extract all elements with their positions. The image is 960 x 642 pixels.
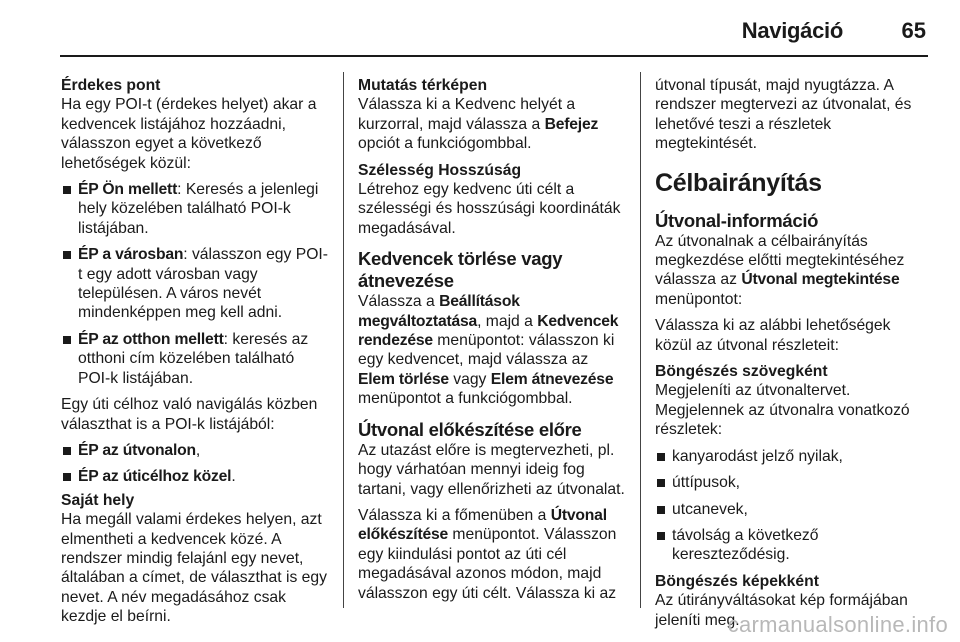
route-plan-text-1: Az utazást előre is megtervezheti, pl. hogy várhatóan mennyi ideig fog tartani, vagy ellenőrizheti az útvonalat. bbox=[358, 441, 625, 498]
route-details-list bbox=[655, 447, 930, 565]
latlon-title: Szélesség Hosszúság bbox=[358, 161, 522, 179]
favorites-heading: Kedvencek törlése vagy átnevezése bbox=[358, 248, 563, 292]
column-3 bbox=[655, 76, 930, 637]
browse-images-text: Az útirányváltásokat kép formájában jeleníti meg. bbox=[655, 592, 908, 629]
list-item: kanyarodást jelző nyilak, bbox=[655, 447, 930, 466]
column-1 bbox=[61, 76, 329, 634]
list-item: utcanevek, bbox=[655, 500, 930, 519]
list-item: úttípusok, bbox=[655, 473, 930, 492]
column-divider-2 bbox=[640, 72, 641, 608]
column-divider-1 bbox=[343, 72, 344, 608]
route-plan-text-2: Válassza ki a főmenüben a Útvonal előkészítése menüpontot. Válasszon egy kiindulási pontot az úti cél megadásával azonos módon, majd válasszon egy úti célt. Válassza ki az bbox=[358, 506, 617, 602]
route-info-text-2: Válassza ki az alábbi lehetőségek közül az útvonal részleteit: bbox=[655, 317, 891, 354]
own-place-text: Ha megáll valami érdekes helyen, azt elmentheti a kedvencek közé. A rendszer mindig felajánl egy nevet, általában a címet, de választhat is egy nevet. A név megadásához csak kezdje el beírni. bbox=[61, 511, 327, 626]
poi-options-list bbox=[61, 180, 329, 388]
chapter-heading: Célbairányítás bbox=[655, 168, 822, 197]
section-title: Navigáció bbox=[741, 18, 843, 43]
browse-text-p2: Megjelennek az útvonalra vonatkozó részletek: bbox=[655, 401, 910, 439]
route-options-list bbox=[61, 441, 329, 487]
continued-text: útvonal típusát, majd nyugtázza. A rendszer megtervezi az útvonalat, és lehetővé teszi a részletek megtekintését. bbox=[655, 77, 912, 153]
route-info-text: Az útvonalnak a célbairányítás megkezdése előtti megtekintéséhez válassza az Útvonal megtekintése menüpontot: bbox=[655, 232, 905, 308]
browse-text-title: Böngészés szövegként bbox=[655, 363, 828, 381]
list-item: ÉP az otthon mellett: keresés az otthoni cím közelében található POI-k listájában. bbox=[61, 330, 329, 388]
page-number: 65 bbox=[901, 18, 926, 43]
route-intro: Egy úti célhoz való navigálás közben választhat is a POI-k listájából: bbox=[61, 396, 318, 433]
list-item: ÉP a városban: válasszon egy POI-t egy adott városban vagy településen. A város nevét mindenképpen meg kell adni. bbox=[61, 245, 329, 323]
poi-title: Érdekes pont bbox=[61, 77, 161, 94]
column-2 bbox=[358, 76, 628, 610]
page-header bbox=[60, 14, 928, 52]
route-info-heading: Útvonal-információ bbox=[655, 209, 819, 231]
list-item: ÉP Ön mellett: Keresés a jelenlegi hely közelében található POI-k listájában. bbox=[61, 180, 329, 238]
watermark: carmanualsonline.info bbox=[727, 612, 948, 637]
map-title: Mutatás térképen bbox=[358, 77, 488, 94]
own-place-title: Saját hely bbox=[61, 491, 135, 509]
poi-intro: Ha egy POI-t (érdekes helyet) akar a kedvencek listájához hozzáadni, válasszon egyet a következő lehetőségek közül: bbox=[61, 96, 317, 172]
browse-text-p1: Megjeleníti az útvonaltervet. bbox=[655, 382, 851, 400]
route-plan-heading: Útvonal előkészítése előre bbox=[358, 418, 582, 440]
latlon-text: Létrehoz egy kedvenc úti célt a szélességi és hosszúsági koordináták megadásával. bbox=[358, 181, 621, 237]
map-text: Válassza ki a Kedvenc helyét a kurzorral, majd válassza a Befejez opciót a funkciógombbal. bbox=[358, 96, 599, 153]
favorites-text: Válassza a Beállítások megváltoztatása, majd a Kedvencek rendezése menüpontot: válasszon ki egy kedvencet, majd válassza az Elem törlése vagy Elem átnevezése menüpontot a funkciógombbal. bbox=[358, 293, 619, 408]
header-rule bbox=[60, 55, 928, 57]
browse-images-title: Böngészés képekként bbox=[655, 572, 819, 590]
list-item: távolság a következő kereszteződésig. bbox=[655, 526, 930, 565]
list-item: ÉP az útvonalon, bbox=[61, 441, 329, 460]
list-item: ÉP az úticélhoz közel. bbox=[61, 467, 329, 486]
